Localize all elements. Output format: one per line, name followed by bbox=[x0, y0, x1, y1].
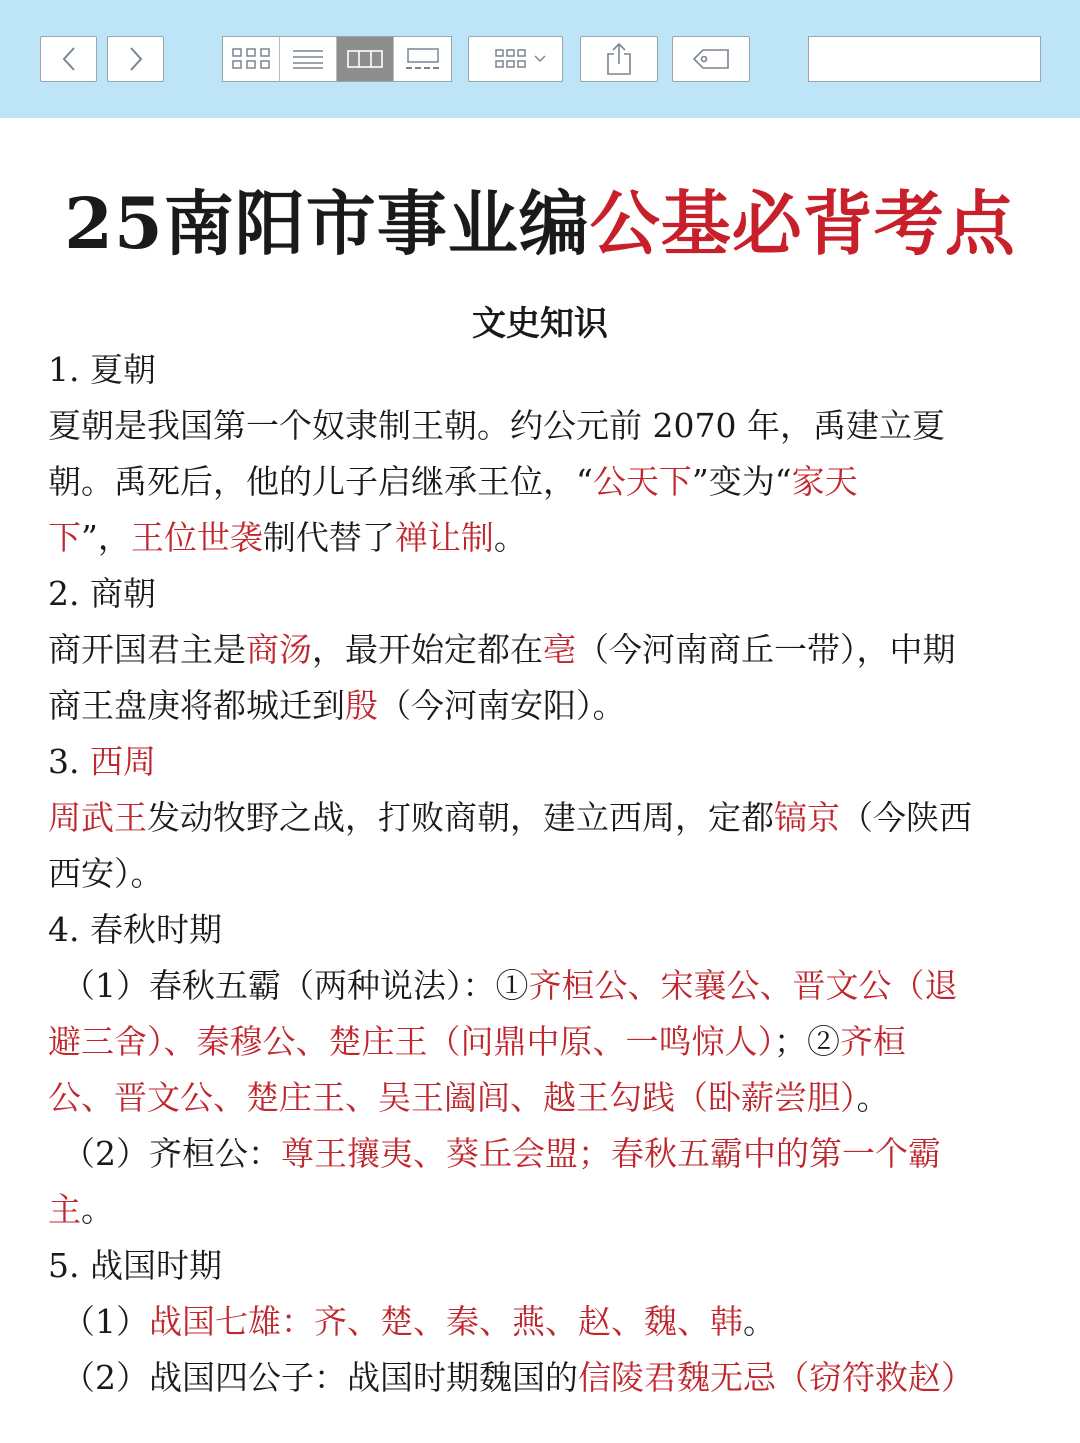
highlighted-text: 主 bbox=[48, 1190, 81, 1229]
text-line bbox=[48, 574, 156, 614]
text-line bbox=[48, 1246, 222, 1286]
body-text: 2. 商朝 bbox=[48, 574, 156, 613]
highlighted-text: 家天 bbox=[791, 462, 858, 501]
chevron-right-icon bbox=[126, 45, 146, 73]
body-text: 西安）。 bbox=[48, 854, 164, 893]
text-line bbox=[48, 1078, 890, 1118]
highlighted-text: 公、晋文公、楚庄王、吴王阖闾、越王勾践（卧薪尝胆） bbox=[48, 1078, 857, 1117]
share-button[interactable] bbox=[580, 36, 658, 82]
group-by-icon bbox=[480, 47, 552, 71]
finder-toolbar bbox=[0, 0, 1080, 118]
body-text: 夏朝是我国第一个奴隶制王朝。约公元前 2070 年，禹建立夏 bbox=[48, 406, 945, 445]
body-text: （1） bbox=[62, 1302, 149, 1341]
back-button[interactable] bbox=[40, 36, 97, 82]
search-input[interactable] bbox=[819, 43, 1048, 75]
highlighted-text: 西周 bbox=[89, 742, 156, 781]
highlighted-text: 战国七雄：齐、楚、秦、燕、赵、魏、韩 bbox=[149, 1302, 743, 1341]
icon-view-button[interactable] bbox=[223, 37, 280, 81]
highlighted-text: 公天下 bbox=[592, 462, 692, 501]
highlighted-text: 下 bbox=[48, 518, 81, 557]
body-text: 商开国君主是 bbox=[48, 630, 246, 669]
chevron-left-icon bbox=[59, 45, 79, 73]
list-view-button[interactable] bbox=[280, 37, 337, 81]
highlighted-text: 齐桓公、宋襄公、晋文公（退 bbox=[528, 966, 958, 1005]
body-text: （今陕西 bbox=[840, 798, 972, 837]
text-line bbox=[48, 630, 956, 670]
highlighted-text: 王位世袭 bbox=[130, 518, 263, 557]
text-line bbox=[48, 686, 626, 726]
text-line bbox=[62, 1302, 776, 1342]
body-text: 。 bbox=[743, 1302, 776, 1341]
icon-grid-view-icon bbox=[231, 47, 271, 71]
forward-button[interactable] bbox=[107, 36, 164, 82]
body-text: 商王盘庚将都城迁到 bbox=[48, 686, 345, 725]
highlighted-text: 商汤 bbox=[246, 630, 312, 669]
text-line bbox=[48, 518, 527, 558]
highlighted-text: 禅让制 bbox=[394, 518, 494, 557]
body-text: 朝。禹死后，他的儿子启继承王位，“ bbox=[48, 462, 593, 501]
body-text: 4. 春秋时期 bbox=[48, 910, 222, 949]
body-text: ，最开始定都在 bbox=[312, 630, 543, 669]
body-text: 1. 夏朝 bbox=[48, 350, 156, 389]
share-icon bbox=[605, 42, 633, 76]
highlighted-text: 镐京 bbox=[774, 798, 840, 837]
page-title bbox=[0, 168, 1080, 269]
text-line bbox=[62, 1358, 974, 1398]
body-text: 。 bbox=[81, 1190, 114, 1229]
highlighted-text: 殷 bbox=[345, 686, 378, 725]
body-text: （2）战国四公子：战国时期魏国的 bbox=[62, 1358, 578, 1397]
section-heading: 文史知识 bbox=[472, 304, 608, 344]
body-text: 制代替了 bbox=[262, 518, 395, 557]
text-line bbox=[48, 406, 945, 446]
text-line bbox=[48, 462, 858, 502]
highlighted-text: 亳 bbox=[543, 630, 576, 669]
body-text: 3. bbox=[48, 742, 90, 781]
gallery-view-button[interactable] bbox=[394, 37, 451, 81]
text-line bbox=[62, 1134, 941, 1174]
body-text: ”， bbox=[81, 518, 131, 557]
body-text: 5. 战国时期 bbox=[48, 1246, 222, 1285]
body-text: 。 bbox=[856, 1078, 890, 1117]
text-line bbox=[48, 742, 156, 782]
body-text: 。 bbox=[493, 518, 527, 557]
text-line bbox=[48, 798, 972, 838]
body-text: （今河南商丘一带），中期 bbox=[576, 630, 956, 669]
highlighted-text: 尊王攘夷、葵丘会盟；春秋五霸中的第一个霸 bbox=[281, 1134, 941, 1173]
body-text: （1）春秋五霸（两种说法）：① bbox=[62, 966, 529, 1005]
body-text: 发动牧野之战，打败商朝，建立西周，定都 bbox=[147, 798, 774, 837]
gallery-view-icon bbox=[404, 47, 442, 71]
body-text: （今河南安阳）。 bbox=[378, 686, 626, 725]
title-red-part: 公基必背考点 bbox=[589, 182, 1016, 265]
text-line bbox=[48, 1022, 906, 1062]
column-view-button[interactable] bbox=[337, 37, 394, 81]
tag-icon bbox=[691, 47, 731, 71]
body-text: ；② bbox=[774, 1022, 840, 1061]
text-line bbox=[48, 350, 156, 390]
column-view-icon bbox=[346, 48, 384, 70]
text-line bbox=[48, 910, 222, 950]
highlighted-text: 齐桓 bbox=[840, 1022, 906, 1061]
group-by-dropdown[interactable] bbox=[468, 36, 563, 82]
search-field[interactable] bbox=[808, 36, 1041, 82]
highlighted-text: 避三舍）、秦穆公、楚庄王（问鼎中原、一鸣惊人） bbox=[48, 1022, 774, 1061]
highlighted-text: 信陵君魏无忌（窃符救赵） bbox=[578, 1358, 974, 1397]
title-black-part: 25南阳市事业编 bbox=[64, 182, 590, 265]
tag-button[interactable] bbox=[672, 36, 750, 82]
text-line bbox=[62, 966, 958, 1006]
highlighted-text: 周武王 bbox=[48, 798, 147, 837]
body-text: ”变为“ bbox=[691, 462, 792, 501]
text-line bbox=[48, 854, 164, 894]
view-mode-switcher bbox=[222, 36, 452, 82]
text-line bbox=[48, 1190, 114, 1230]
body-text: （2）齐桓公： bbox=[62, 1134, 281, 1173]
list-view-icon bbox=[291, 48, 325, 70]
